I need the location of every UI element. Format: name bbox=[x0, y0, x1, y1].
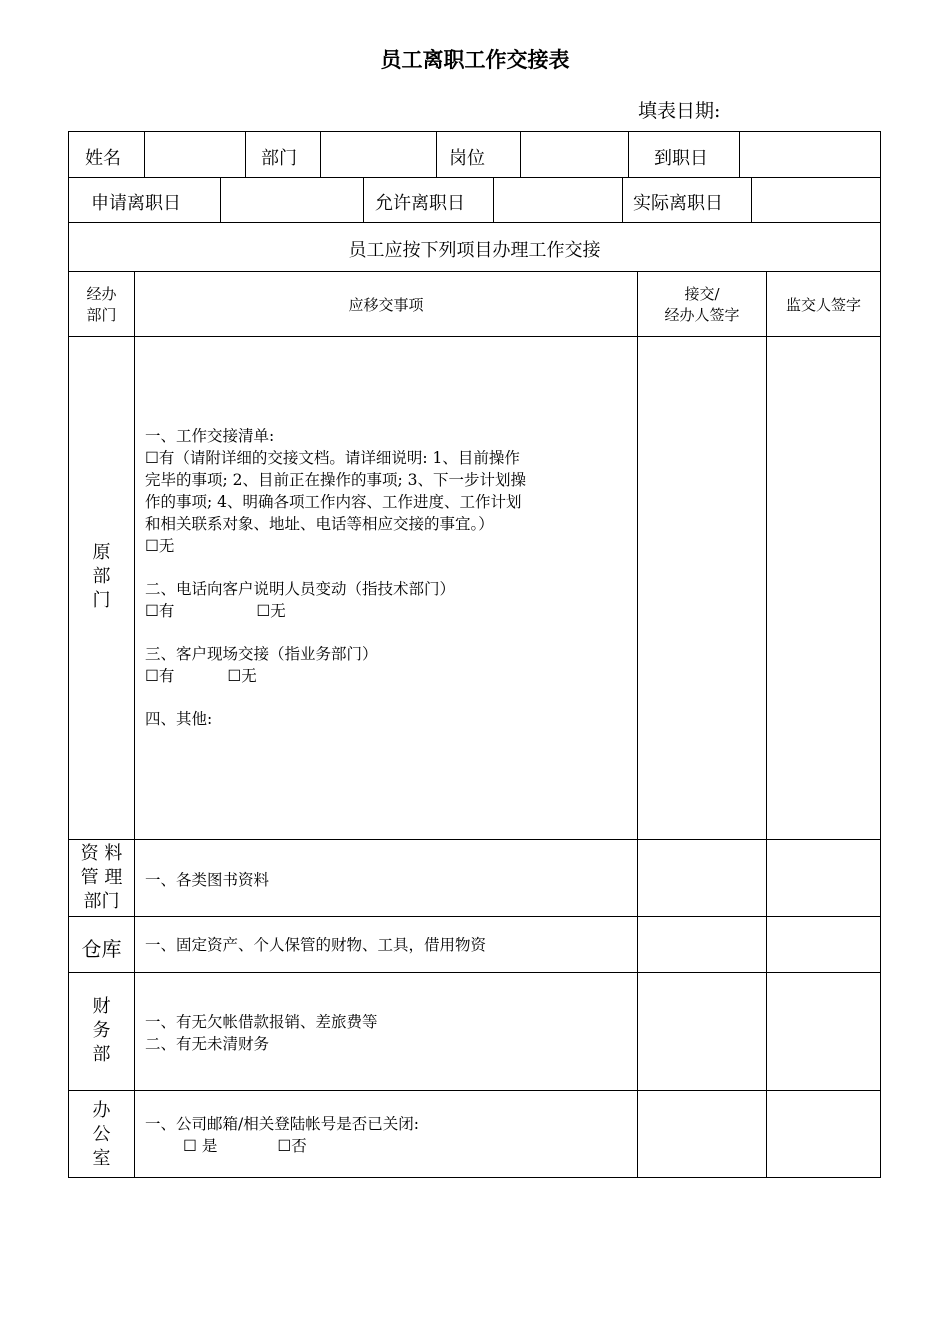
handover-form-table bbox=[68, 131, 881, 1178]
name-field[interactable] bbox=[146, 134, 243, 174]
col-divider bbox=[436, 132, 437, 177]
actual-leave-date-label: 实际离职日 bbox=[633, 193, 723, 214]
col-divider bbox=[751, 177, 752, 222]
archive-dept-item: 一、各类图书资料 bbox=[145, 871, 270, 889]
col-divider bbox=[134, 271, 135, 1177]
col-divider bbox=[320, 132, 321, 177]
department-label: 部门 bbox=[261, 148, 297, 169]
col-divider bbox=[622, 177, 623, 222]
checkbox-item1-no[interactable]: ☐无 bbox=[145, 537, 175, 555]
original-dept-items: 一、工作交接清单: ☐有（请附详细的交接文档。请详细说明: 1、目前操作 完毕的事项; 2、目前正在操作的事项; 3、下一步计划操 作的事项; 4、明确各项工作内容、工作进度、工作计划 和相关联系对象、地址、电话等相应交接的事宜。） ☐无 二、电话向客户说明人员变动（指技术部门） ☐有 ☐无 三、客户现场交接（指业务部门） ☐有 ☐无 四、其他: bbox=[145, 427, 527, 728]
position-field[interactable] bbox=[522, 134, 626, 174]
apply-leave-date-label: 申请离职日 bbox=[91, 193, 181, 214]
row-divider bbox=[69, 222, 880, 223]
header-supervisor-sign: 监交人签字 bbox=[785, 296, 861, 314]
header-handover-sign: 接交/ 经办人签字 bbox=[664, 285, 740, 324]
header-items: 应移交事项 bbox=[348, 296, 424, 314]
section-heading: 员工应按下列项目办理工作交接 bbox=[348, 240, 601, 261]
finance-items: 一、有无欠帐借款报销、差旅费等 二、有无未清财务 bbox=[145, 1013, 378, 1053]
row-divider bbox=[69, 177, 880, 178]
col-divider bbox=[245, 132, 246, 177]
allowed-leave-date-field[interactable] bbox=[495, 179, 620, 219]
row-divider bbox=[69, 972, 880, 973]
col-divider bbox=[628, 132, 629, 177]
row-divider bbox=[69, 839, 880, 840]
header-dept: 经办 部门 bbox=[86, 285, 117, 324]
actual-leave-date-field[interactable] bbox=[753, 179, 878, 219]
row-divider bbox=[69, 336, 880, 337]
row-divider bbox=[69, 271, 880, 272]
entry-date-field[interactable] bbox=[741, 134, 878, 174]
archive-dept-label: 资 料 管 理 部门 bbox=[80, 843, 123, 912]
checkbox-office-no[interactable]: ☐否 bbox=[277, 1137, 307, 1155]
department-field[interactable] bbox=[322, 134, 434, 174]
finance-label: 财 务 部 bbox=[92, 996, 111, 1065]
checkbox-item3-yes[interactable]: ☐有 bbox=[145, 667, 175, 685]
col-divider bbox=[739, 132, 740, 177]
col-divider bbox=[766, 271, 767, 1177]
col-divider bbox=[493, 177, 494, 222]
col-divider bbox=[144, 132, 145, 177]
page-title: 员工离职工作交接表 bbox=[380, 48, 570, 72]
allowed-leave-date-label: 允许离职日 bbox=[375, 193, 465, 214]
original-dept-label: 原 部 门 bbox=[92, 542, 111, 611]
position-label: 岗位 bbox=[449, 148, 485, 169]
office-label: 办 公 室 bbox=[92, 1100, 111, 1169]
checkbox-item3-no[interactable]: ☐无 bbox=[227, 667, 257, 685]
row-divider bbox=[69, 916, 880, 917]
warehouse-item: 一、固定资产、个人保管的财物、工具，借用物资 bbox=[145, 936, 487, 954]
apply-leave-date-field[interactable] bbox=[222, 179, 361, 219]
row-divider bbox=[69, 1090, 880, 1091]
warehouse-label: 仓库 bbox=[81, 937, 122, 961]
name-label: 姓名 bbox=[85, 148, 121, 169]
fill-date-label: 填表日期: bbox=[638, 100, 721, 122]
col-divider bbox=[220, 177, 221, 222]
entry-date-label: 到职日 bbox=[654, 148, 708, 169]
checkbox-item1-yes[interactable]: ☐有（请附详细的交接文档。请详细说明: 1、目前操作 bbox=[145, 449, 520, 467]
col-divider bbox=[520, 132, 521, 177]
col-divider bbox=[363, 177, 364, 222]
checkbox-item2-no[interactable]: ☐无 bbox=[256, 602, 286, 620]
checkbox-office-yes[interactable]: ☐ 是 bbox=[183, 1137, 218, 1155]
checkbox-item2-yes[interactable]: ☐有 bbox=[145, 602, 175, 620]
col-divider bbox=[637, 271, 638, 1177]
office-items: 一、公司邮箱/相关登陆帐号是否已关闭: ☐ 是 ☐否 bbox=[145, 1115, 419, 1155]
